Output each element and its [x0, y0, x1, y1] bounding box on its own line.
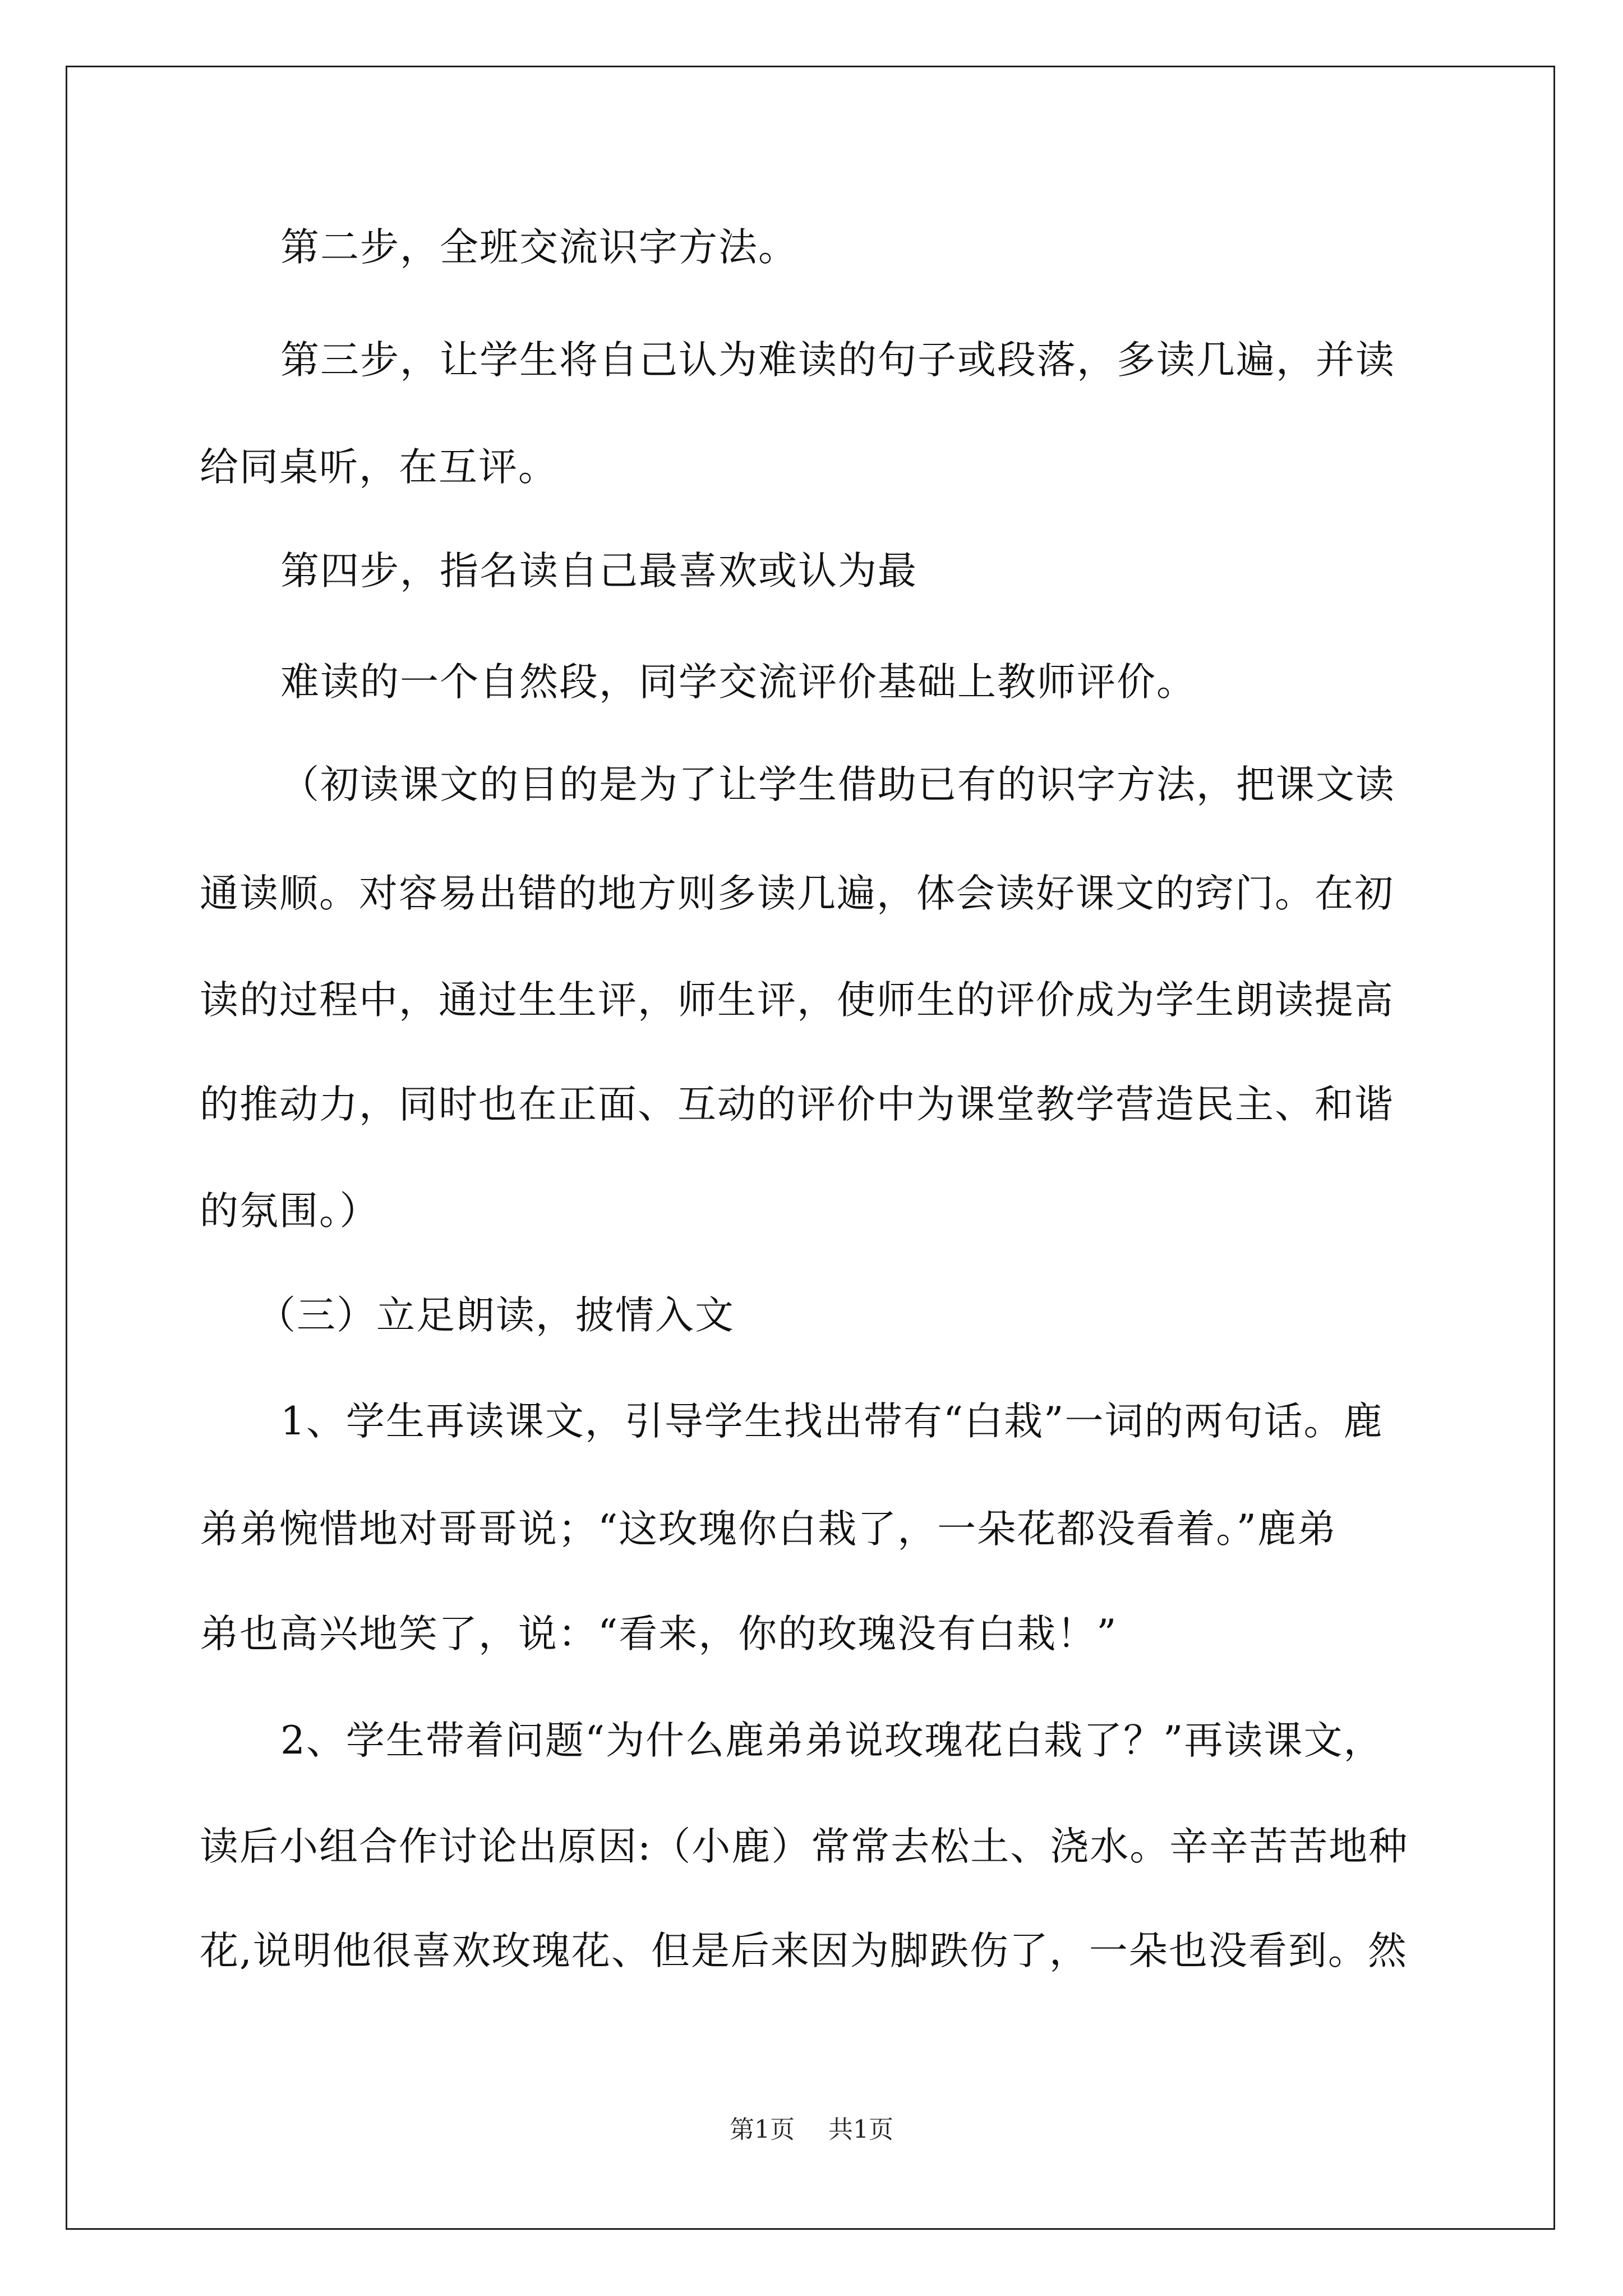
section-heading: （三）立足朗读，披情入文: [257, 1293, 735, 1338]
paragraph-line: （初读课文的目的是为了让学生借助已有的识字方法，把课文读: [280, 762, 1395, 807]
paragraph-line: 通读顺。对容易出错的地方则多读几遍，体会读好课文的窍门。在初: [200, 871, 1394, 916]
paragraph-line: 弟也高兴地笑了，说：“看来，你的玫瑰没有白栽！”: [200, 1612, 1118, 1657]
paragraph-line: 给同桌听，在互评。: [200, 445, 558, 490]
page-border: [66, 66, 1555, 2230]
paragraph-line: 弟弟惋惜地对哥哥说；“这玫瑰你白栽了，一朵花都没看着。”鹿弟: [200, 1507, 1338, 1552]
paragraph-line: 读的过程中，通过生生评，师生评，使师生的评价成为学生朗读提高: [200, 978, 1394, 1023]
paragraph-line: 第四步，指名读自己最喜欢或认为最: [280, 549, 917, 593]
paragraph-line: 2、学生带着问题“为什么鹿弟弟说玫瑰花白栽了？”再读课文，: [280, 1718, 1384, 1763]
page-total: 共1页: [828, 2115, 893, 2144]
paragraph-line: 难读的一个自然段，同学交流评价基础上教师评价。: [280, 660, 1196, 705]
page-number: 第1页: [730, 2115, 795, 2144]
paragraph-line: 的推动力，同时也在正面、互动的评价中为课堂教学营造民主、和谐: [200, 1082, 1394, 1127]
paragraph-line: 花,说明他很喜欢玫瑰花、但是后来因为脚跌伤了，一朵也没看到。然: [200, 1929, 1408, 1973]
paragraph-line: 第二步，全班交流识字方法。: [280, 225, 798, 270]
paragraph-line: 1、学生再读课文，引导学生找出带有“白栽”一词的两句话。鹿: [280, 1399, 1384, 1444]
page-footer: [0, 2109, 1623, 2145]
paragraph-line: 的氛围。）: [200, 1189, 380, 1234]
paragraph-line: 第三步，让学生将自己认为难读的句子或段落，多读几遍，并读: [280, 338, 1395, 383]
paragraph-line: 读后小组合作讨论出原因:（小鹿）常常去松土、浇水。辛辛苦苦地种: [200, 1824, 1409, 1869]
